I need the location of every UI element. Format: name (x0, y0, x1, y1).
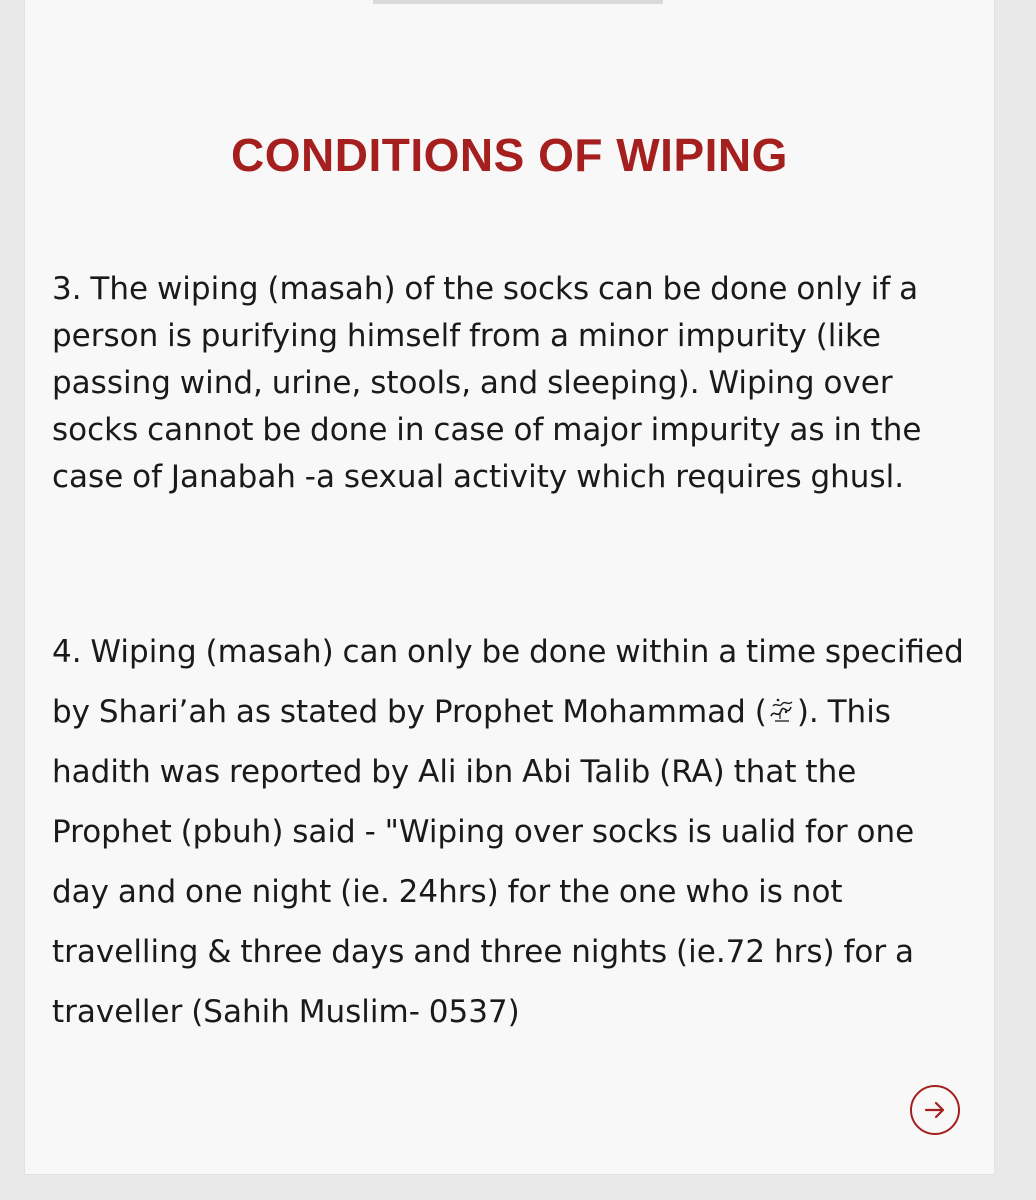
top-divider (373, 0, 663, 4)
arrow-right-icon (922, 1097, 948, 1123)
slide-title: CONDITIONS OF WIPING (231, 129, 788, 181)
slide-card (24, 0, 995, 1175)
condition-3-text: 3. The wiping (masah) of the socks can be done only if a person is purifying himself from a minor impurity (like passing wind, urine, stools, and sleeping). Wiping over socks cannot be done in case of major impurity as in the case of Janabah -a sexual activity which requires ghusl. (52, 271, 922, 495)
condition-4-text (52, 622, 972, 1042)
honorific-calligraphy-icon (767, 684, 797, 712)
condition-4-text-end: ). This hadith was reported by Ali ibn Abi Talib (RA) that the Prophet (pbuh) said - "Wiping over socks is ualid for one day and one night (ie. 24hrs) for the one who is not travelling & three days and three nights (ie.72 hrs) for a traveller (Sahih Muslim- 0537) (52, 694, 915, 1030)
next-slide-button[interactable] (910, 1085, 960, 1135)
condition-4-text-start: 4. Wiping (masah) can only be done within a time specified by Shari’ah as stated by Prophet Mohammad ( (52, 634, 964, 730)
